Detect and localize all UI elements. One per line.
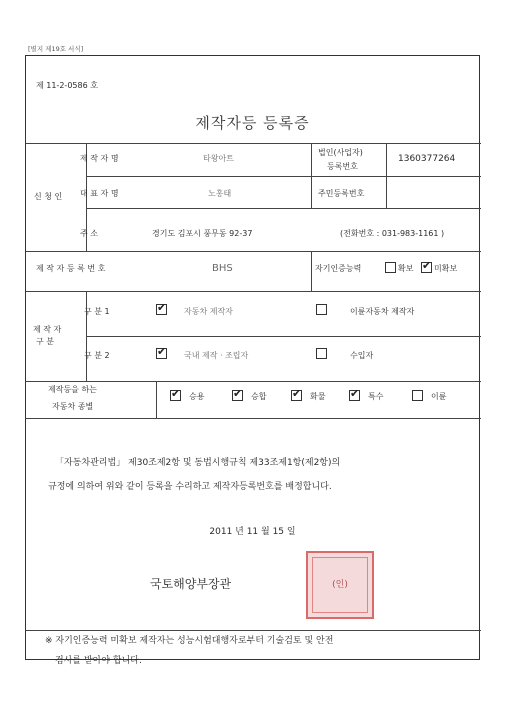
divider xyxy=(26,630,481,631)
address-value: 경기도 김포시 풍무동 92-37 xyxy=(152,229,253,238)
domestic-maker-label: 국내 제작 · 조립자 xyxy=(184,351,249,360)
vehicle-type-checkbox[interactable]: ✔ xyxy=(350,387,360,400)
auto-maker-checkbox[interactable]: ✔ xyxy=(157,301,167,314)
divider xyxy=(86,208,481,209)
vehicle-type-label-item: 특수 xyxy=(368,392,384,401)
vehicle-type-label-item: 이륜 xyxy=(431,392,447,401)
body-text-line-1: 「자동차관리법」 제30조제2항 및 동법시행규칙 제33조제1항(제2항)의 xyxy=(55,458,341,468)
vehicle-type-label-item: 승합 xyxy=(251,392,267,401)
divider xyxy=(26,251,481,252)
issuer-name: 국토해양부장관 xyxy=(150,577,232,591)
vehicle-type-checkbox[interactable] xyxy=(412,390,423,401)
body-text-line-2: 규정에 의하여 위와 같이 등록을 수리하고 제작자등록번호를 배정합니다. xyxy=(48,482,332,492)
self-cert-unsecured-label: 미확보 xyxy=(434,264,458,273)
divider xyxy=(386,143,387,208)
maker-type-section-label-2: 구 분 xyxy=(36,337,54,346)
maker-name-label: 제 작 자 명 xyxy=(80,154,119,163)
issue-date: 2011 년 11 월 15 일 xyxy=(209,527,296,537)
divider xyxy=(156,381,157,418)
divider xyxy=(311,251,312,291)
self-cert-label: 자기인증능력 xyxy=(315,264,362,273)
divider xyxy=(26,143,481,144)
vehicle-type-label-2: 자동차 종별 xyxy=(52,402,94,411)
address-label: 주 소 xyxy=(80,229,98,238)
page-title: 제작자등 등록증 xyxy=(195,114,310,132)
self-cert-secured-label: 확보 xyxy=(398,264,414,273)
divider xyxy=(26,291,481,292)
doc-number: 제 11-2-0586 호 xyxy=(36,81,98,90)
footnote-line-1: ※ 자기인증능력 미확보 제작자는 성능시험대행자로부터 기술검토 및 안전 xyxy=(45,636,334,646)
phone-value: (전화번호 : 031-983-1161 ) xyxy=(340,229,445,238)
domestic-maker-checkbox[interactable]: ✔ xyxy=(157,345,167,358)
motorcycle-maker-checkbox[interactable] xyxy=(316,304,327,315)
registration-number-label: 제 작 자 등 록 번 호 xyxy=(36,264,106,273)
divider xyxy=(86,336,481,337)
maker-type-section-label: 제 작 자 xyxy=(33,325,62,334)
divider xyxy=(26,381,481,382)
seal-text: (인) xyxy=(332,580,348,590)
motorcycle-maker-label: 이륜자동차 제작자 xyxy=(350,307,415,316)
divider xyxy=(311,143,312,208)
corp-reg-label: 법인(사업자) xyxy=(318,148,363,157)
vehicle-type-checkbox[interactable]: ✔ xyxy=(233,387,243,400)
divider xyxy=(86,176,481,177)
vehicle-type-label-item: 화물 xyxy=(310,392,326,401)
rep-name-label: 대 표 자 명 xyxy=(80,189,119,198)
maker-type-row1-label: 구 분 1 xyxy=(84,307,110,316)
official-seal xyxy=(306,551,374,619)
resident-number-label: 주민등록번호 xyxy=(318,189,365,198)
self-cert-secured-checkbox[interactable] xyxy=(385,262,396,273)
vehicle-type-checkbox[interactable]: ✔ xyxy=(292,387,302,400)
vehicle-type-label-item: 승용 xyxy=(189,392,205,401)
divider xyxy=(26,418,481,419)
divider xyxy=(86,291,87,381)
maker-name-value: 타왕아트 xyxy=(203,154,234,163)
self-cert-unsecured-checkbox[interactable]: ✔ xyxy=(422,259,432,272)
auto-maker-label: 자동차 제작자 xyxy=(184,307,233,316)
corp-reg-label-2: 등록번호 xyxy=(327,162,358,171)
registration-number-value: BHS xyxy=(212,263,233,274)
maker-type-row2-label: 구 분 2 xyxy=(84,351,110,360)
corp-reg-value: 1360377264 xyxy=(398,154,456,164)
form-label: [별지 제19호 서식] xyxy=(28,45,84,53)
importer-checkbox[interactable] xyxy=(316,348,327,359)
footnote-line-2: 검사를 받아야 합니다. xyxy=(55,656,142,666)
importer-label: 수입자 xyxy=(350,351,374,360)
vehicle-type-checkbox[interactable]: ✔ xyxy=(171,387,181,400)
applicant-section-label: 신 청 인 xyxy=(34,192,63,201)
vehicle-type-label: 제작등을 하는 xyxy=(48,385,97,394)
rep-name-value: 노홍태 xyxy=(208,189,232,198)
